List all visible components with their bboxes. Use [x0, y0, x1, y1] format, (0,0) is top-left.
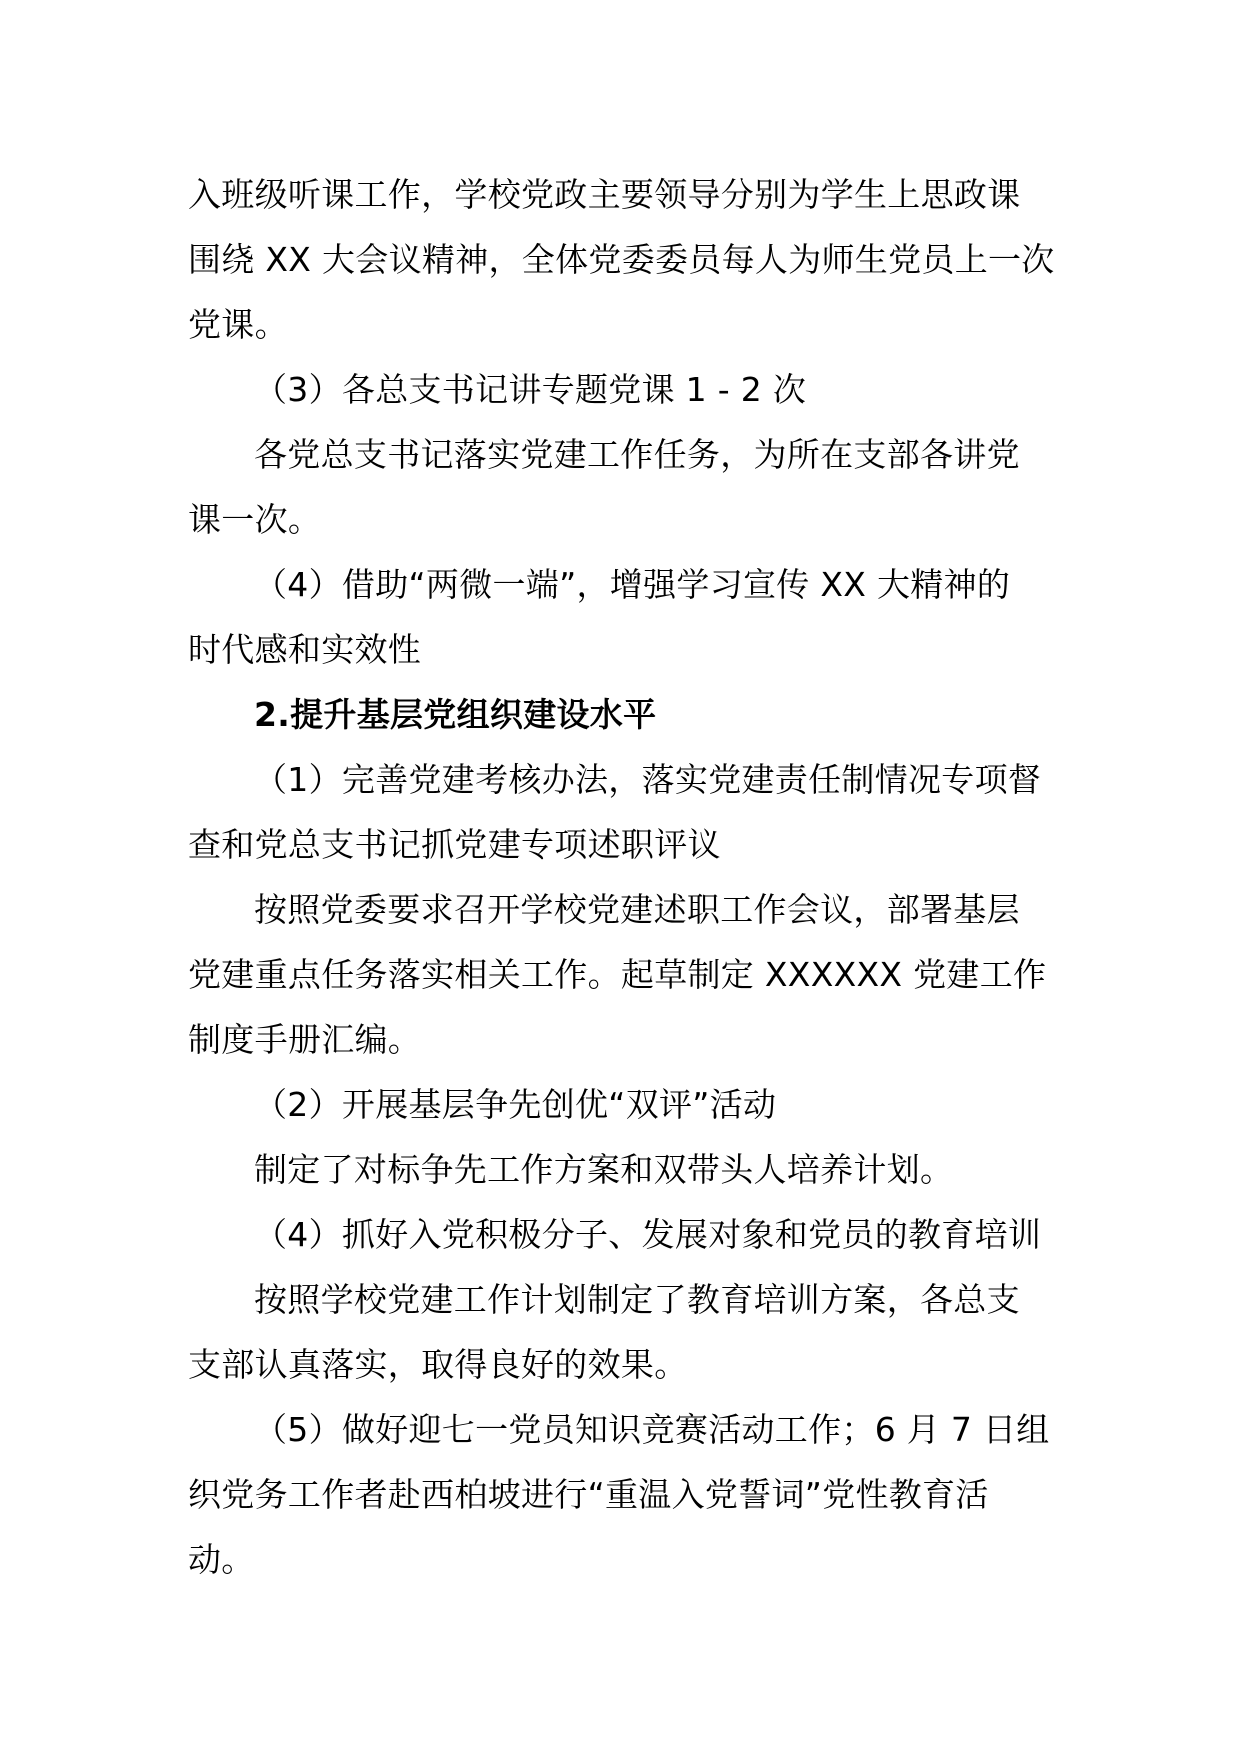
body-text-line: 制定了对标争先工作方案和双带头人培养计划。: [254, 1150, 954, 1189]
body-text-line: 各党总支书记落实党建工作任务，为所在支部各讲党: [254, 435, 1020, 474]
body-text-line: 按照学校党建工作计划制定了教育培训方案，各总支: [254, 1280, 1020, 1319]
subheading-3: （3）各总支书记讲专题党课 1 - 2 次: [254, 370, 807, 409]
subheading-1: （1）完善党建考核办法，落实党建责任制情况专项督: [254, 760, 1042, 799]
body-text-line: 织党务工作者赴西柏坡进行“重温入党誓词”党性教育活: [188, 1475, 989, 1514]
body-text-line: 动。: [188, 1540, 255, 1579]
body-text-line: 围绕 XX 大会议精神，全体党委委员每人为师生党员上一次: [188, 240, 1055, 279]
body-text-line: 制度手册汇编。: [188, 1020, 422, 1059]
section-heading: 2.提升基层党组织建设水平: [254, 695, 657, 734]
body-text-line: 党课。: [188, 305, 288, 344]
subheading-5: （5）做好迎七一党员知识竞赛活动工作；6 月 7 日组: [254, 1410, 1050, 1449]
subheading-4b: （4）抓好入党积极分子、发展对象和党员的教育培训: [254, 1215, 1042, 1254]
subheading-4: （4）借助“两微一端”，增强学习宣传 XX 大精神的: [254, 565, 1011, 604]
document-body: [188, 162, 1068, 1592]
body-text-line: 支部认真落实，取得良好的效果。: [188, 1345, 688, 1384]
body-text-line: 党建重点任务落实相关工作。起草制定 XXXXXX 党建工作: [188, 955, 1047, 994]
body-text-line: 课一次。: [188, 500, 322, 539]
body-text-line: 入班级听课工作，学校党政主要领导分别为学生上思政课: [188, 175, 1021, 214]
body-text-line: 查和党总支书记抓党建专项述职评议: [188, 825, 721, 864]
body-text-line: 时代感和实效性: [188, 630, 422, 669]
subheading-2: （2）开展基层争先创优“双评”活动: [254, 1085, 777, 1124]
body-text-line: 按照党委要求召开学校党建述职工作会议，部署基层: [254, 890, 1020, 929]
